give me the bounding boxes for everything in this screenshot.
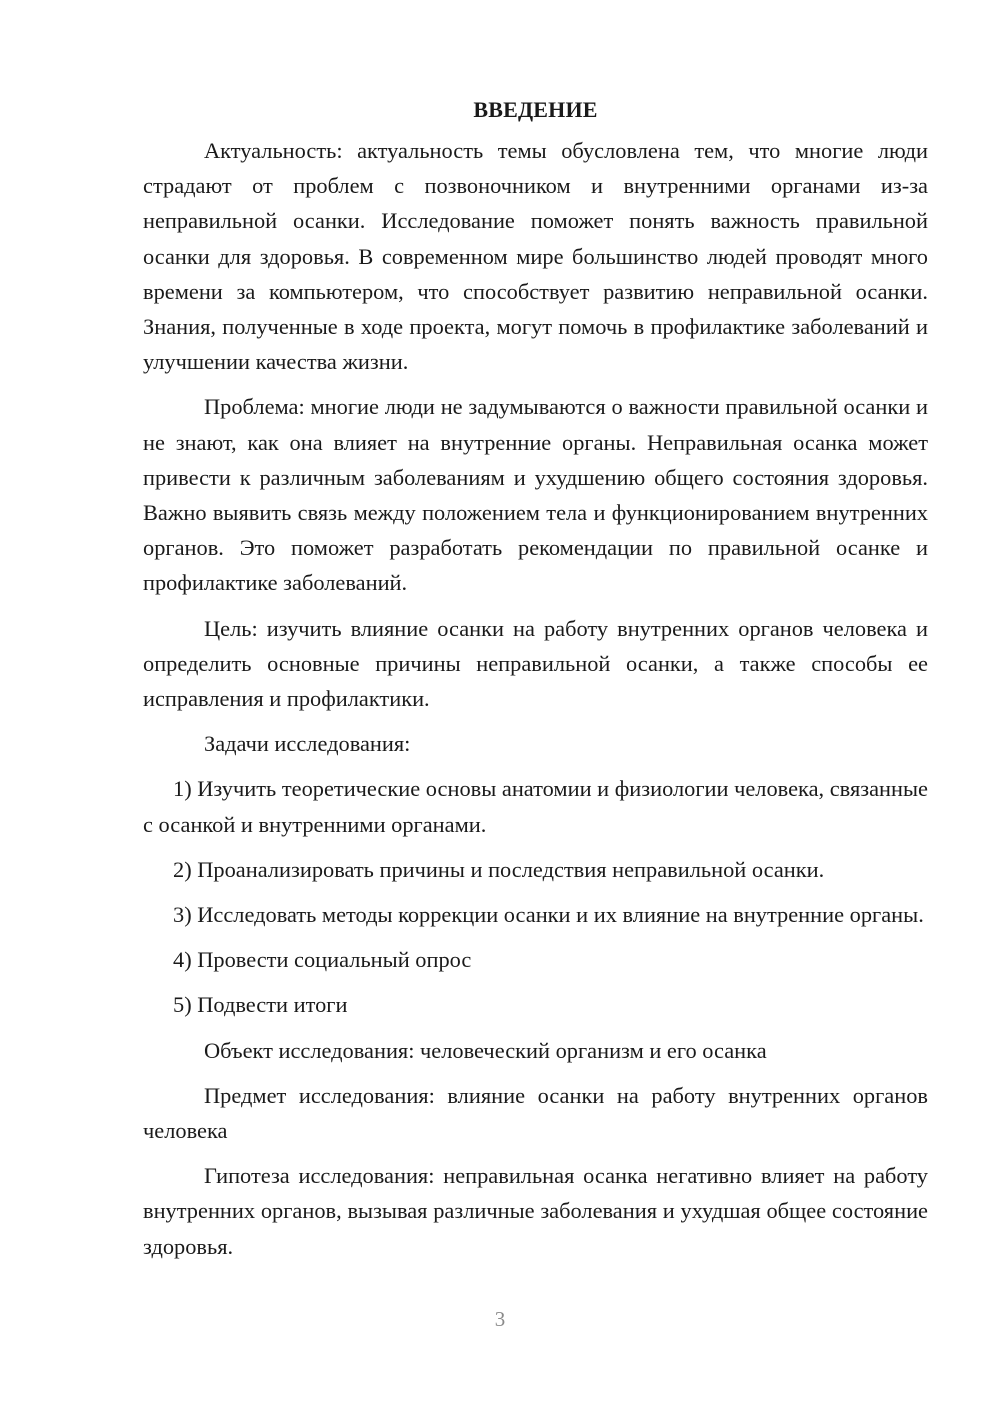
tasks-heading: Задачи исследования: (204, 731, 411, 757)
paragraph-goal: Цель: изучить влияние осанки на работу внутренних органов человека и определить основные причины неправильной осанки, а также способы ее исправления и профилактики. (143, 615, 928, 712)
task-item: 2) Проанализировать причины и последствия неправильной осанки. (173, 856, 825, 882)
tasks-list (143, 771, 928, 1022)
task-item: 5) Подвести итоги (173, 992, 348, 1018)
section-title: ВВЕДЕНИЕ (473, 97, 598, 122)
document-page (143, 92, 928, 1274)
paragraph-object: Объект исследования: человеческий организм и его осанка (204, 1037, 767, 1063)
paragraph-subject: Предмет исследования: влияние осанки на работу внутренних органов человека (143, 1082, 928, 1144)
task-item: 4) Провести социальный опрос (173, 947, 472, 973)
paragraph-problem: Проблема: многие люди не задумываются о важности правильной осанки и не знают, как она влияет на внутренние органы. Неправильная осанка может привести к различным заболеваниям и ухудшению общего состояния здоровья. Важно выявить связь между положением тела и функционированием внутренних органов. Это поможет разработать рекомендации по правильной осанке и профилактике заболеваний. (143, 394, 928, 596)
task-item: 1) Изучить теоретические основы анатомии и физиологии человека, связанные с осанкой и внутренними органами. (143, 776, 928, 837)
page-number: 3 (494, 1307, 506, 1331)
paragraph-relevance: Актуальность: актуальность темы обусловлена тем, что многие люди страдают от проблем с позвоночником и внутренними органами из-за неправильной осанки. Исследование поможет понять важность правильной осанки для здоровья. В современном мире большинство людей проводят много времени за компьютером, что способствует развитию неправильной осанки. Знания, полученные в ходе проекта, могут помочь в профилактике заболеваний и улучшении качества жизни. (143, 138, 928, 375)
task-item: 3) Исследовать методы коррекции осанки и их влияние на внутренние органы. (173, 902, 924, 928)
paragraph-hypothesis: Гипотеза исследования: неправильная осанка негативно влияет на работу внутренних органов, вызывая различные заболевания и ухудшая общее состояние здоровья. (143, 1163, 928, 1259)
